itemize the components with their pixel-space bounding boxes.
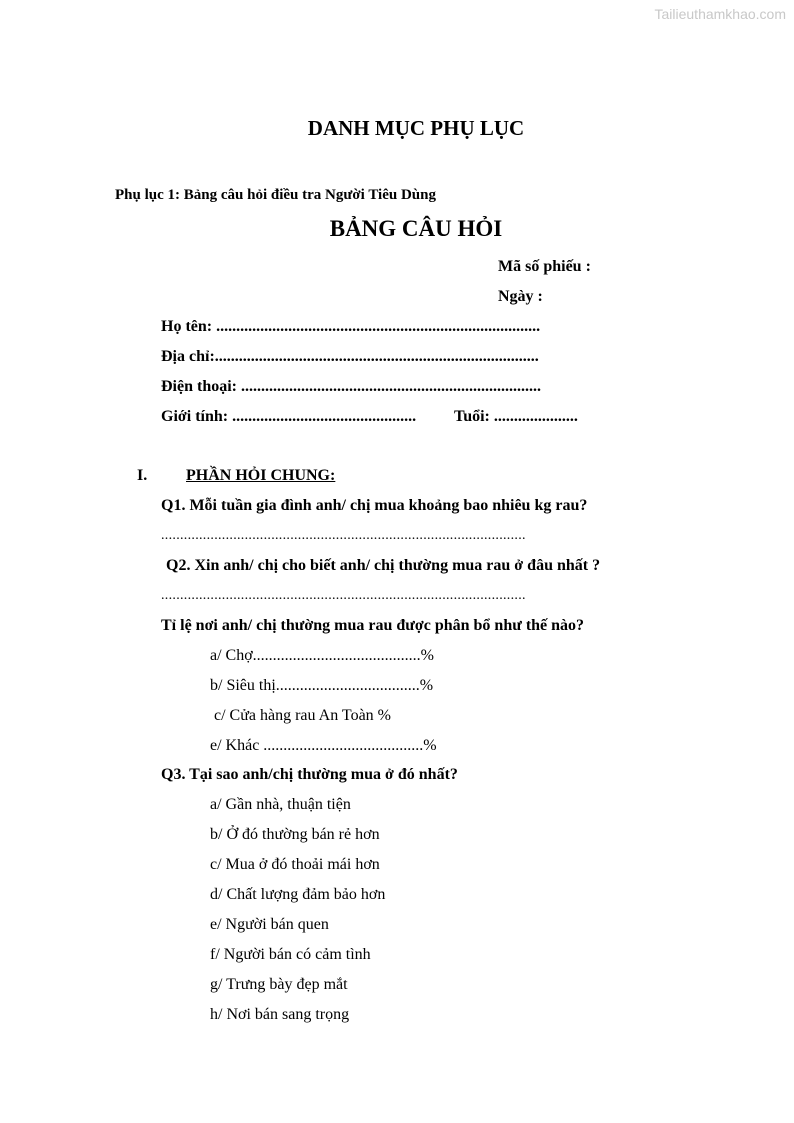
appendix-label: Phụ lục 1: Bảng câu hỏi điều tra Người Tiêu Dùng	[115, 187, 436, 203]
q2-question: Q2. Xin anh/ chị cho biết anh/ chị thường mua rau ở đâu nhất ?	[166, 557, 601, 574]
section-number: I.	[137, 467, 148, 484]
q3-question-text: . Tại sao anh/chị thường mua ở đó nhất?	[181, 766, 458, 783]
form-title: BẢNG CÂU HỎI	[329, 216, 503, 241]
ratio-option-other: e/ Khác ........................................%	[210, 737, 437, 754]
ratio-option-supermarket: b/ Siêu thị....................................%	[210, 677, 434, 694]
q3-option: a/ Gần nhà, thuận tiện	[210, 796, 351, 813]
ratio-question: Tỉ lệ nơi anh/ chị thường mua rau được phân bổ như thế nào?	[161, 617, 585, 634]
q3-option: c/ Mua ở đó thoải mái hơn	[210, 856, 380, 873]
ratio-option-market: a/ Chợ..........................................%	[210, 647, 435, 664]
q1-answer-line: ................................................................................................	[161, 528, 526, 543]
q2-answer-line: ................................................................................................	[161, 588, 526, 603]
phone-field: Điện thoại: ...........................................................................	[161, 378, 541, 395]
name-field: Họ tên: .................................................................................	[161, 318, 541, 335]
date-label: Ngày :	[498, 288, 543, 305]
q3-option: d/ Chất lượng đảm bảo hơn	[210, 886, 386, 903]
q3-option: f/ Người bán có cảm tình	[210, 946, 371, 963]
page-title: DANH MỤC PHỤ LỤC	[307, 116, 525, 140]
q3-option: h/ Nơi bán sang trọng	[210, 1006, 350, 1023]
gender-field: Giới tính: ..............................................	[161, 408, 417, 425]
q3-question	[161, 766, 458, 784]
watermark: Tailieuthamkhao.com	[654, 6, 786, 22]
age-field: Tuổi: .....................	[454, 408, 578, 425]
address-field: Địa chỉ:.................................................................................	[161, 348, 539, 365]
q3-option: e/ Người bán quen	[210, 916, 329, 933]
q1-question: Q1. Mỗi tuần gia đình anh/ chị mua khoảng bao nhiêu kg rau?	[161, 497, 588, 514]
ratio-option-safe-veg-store: c/ Cửa hàng rau An Toàn %	[214, 707, 391, 724]
ticket-number-label: Mã số phiếu :	[498, 258, 591, 275]
q3-option: g/ Trưng bày đẹp mắt	[210, 976, 348, 993]
section-title: PHẦN HỎI CHUNG:	[186, 467, 336, 484]
q3-option: b/ Ở đó thường bán rẻ hơn	[210, 826, 380, 843]
q3-question-prefix: Q3	[161, 766, 182, 783]
